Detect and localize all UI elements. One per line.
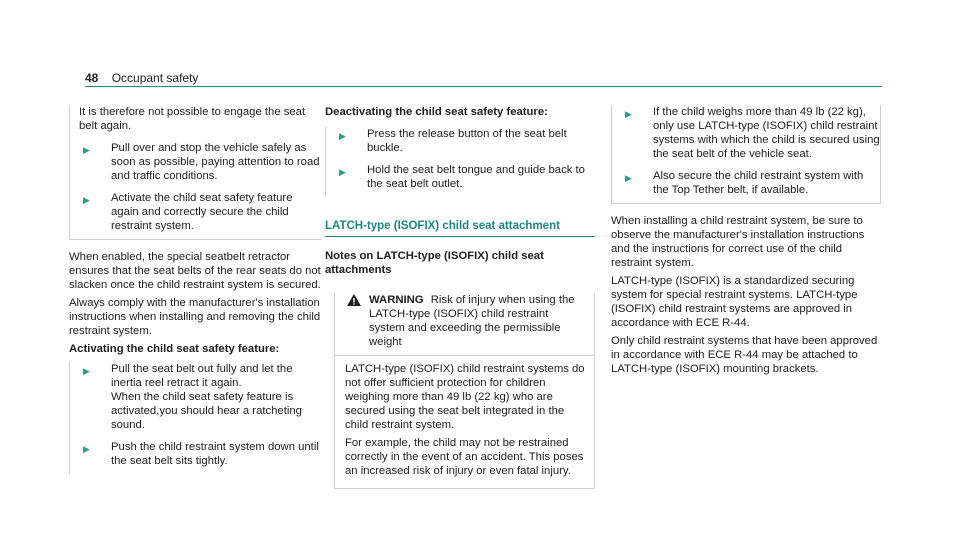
step-item: [79, 191, 321, 233]
step-text: Pull the seat belt out fully and let the inertia reel retract it again. When the child seat safety feature is activated,you should hear a ratcheting sound.: [111, 363, 302, 431]
play-arrow-icon: ▶: [83, 366, 90, 376]
notes-heading: Notes on LATCH-type (ISOFIX) child seat attachments: [325, 250, 544, 276]
intro-text: It is therefore not possible to engage the seat belt again.: [79, 106, 306, 132]
play-arrow-icon: ▶: [625, 109, 632, 119]
step-text: Push the child restraint system down until the seat belt sits tightly.: [111, 441, 319, 467]
header-rule: [85, 86, 882, 87]
step-text: Hold the seat belt tongue and guide back to the seat belt outlet.: [367, 164, 585, 190]
play-arrow-icon: ▶: [625, 173, 632, 183]
play-arrow-icon: ▶: [339, 131, 346, 141]
paragraph: When installing a child restraint system, be sure to observe the manufacturer's installation instructions and the instructions for correct use of the child restraint system.: [611, 215, 865, 269]
warning-paragraph: For example, the child may not be restrained correctly in the event of an accident. This poses an increased risk of injury or even fatal injury.: [345, 437, 584, 477]
play-arrow-icon: ▶: [339, 167, 346, 177]
paragraph: When enabled, the special seatbelt retractor ensures that the seat belts of the rear seats do not slacken once the child restraint system is secured.: [69, 251, 321, 291]
step-item: [335, 127, 595, 155]
paragraph: Only child restraint systems that have been approved in accordance with ECE R-44 may be attached to LATCH-type (ISOFIX) mounting brackets.: [611, 335, 878, 375]
warning-paragraph: LATCH-type (ISOFIX) child restraint systems do not offer sufficient protection for children weighing more than 49 lb (22 kg) who are secured using the seat belt integrated in the child restraint system.: [345, 363, 585, 431]
step-item: [335, 163, 595, 191]
activating-heading: Activating the child seat safety feature:: [69, 343, 280, 355]
step-text: Also secure the child restraint system with the Top Tether belt, if available.: [653, 170, 864, 196]
section-name: Occupant safety: [111, 71, 199, 85]
warning-box: [334, 293, 595, 489]
warning-triangle-icon: [347, 294, 361, 306]
instruction-box-3: [325, 127, 595, 197]
warning-header: [335, 293, 594, 355]
paragraph: Always comply with the manufacturer's installation instructions when installing and removing the child restraint system.: [69, 297, 321, 337]
play-arrow-icon: ▶: [83, 444, 90, 454]
deactivating-heading: Deactivating the child seat safety feature:: [325, 106, 548, 118]
step-item: [79, 362, 321, 432]
warning-label: WARNING: [369, 294, 424, 306]
step-item: [621, 169, 880, 197]
play-arrow-icon: ▶: [83, 195, 90, 205]
page-header: [85, 71, 198, 85]
column-3: [601, 105, 881, 380]
instruction-box-2: [69, 362, 321, 474]
column-1: [69, 105, 321, 474]
step-item: [79, 440, 321, 468]
step-text: Activate the child seat safety feature again and correctly secure the child restraint system.: [111, 192, 293, 232]
step-item: [79, 141, 321, 183]
instruction-box-4: [611, 105, 881, 204]
page-number: 48: [85, 71, 99, 85]
step-item: [621, 105, 880, 161]
warning-text: Risk of injury when using the LATCH-type (ISOFIX) child restraint system and exceeding the permissible weight: [369, 294, 575, 348]
play-arrow-icon: ▶: [83, 145, 90, 155]
paragraph: LATCH-type (ISOFIX) is a standardized securing system for special restraint systems. LATCH-type (ISOFIX) child restraint systems are approved in accordance with ECE R-44.: [611, 275, 858, 329]
column-2: [325, 105, 595, 489]
warning-body: [335, 355, 594, 488]
section-title: LATCH-type (ISOFIX) child seat attachment: [325, 219, 595, 237]
step-text: If the child weighs more than 49 lb (22 kg), only use LATCH-type (ISOFIX) child restraint systems with which the child is secured using the seat belt of the vehicle seat.: [653, 106, 880, 160]
step-text: Pull over and stop the vehicle safely as soon as possible, paying attention to road and traffic conditions.: [111, 142, 320, 182]
instruction-box-1: [69, 105, 321, 240]
step-text: Press the release button of the seat belt buckle.: [367, 128, 567, 154]
